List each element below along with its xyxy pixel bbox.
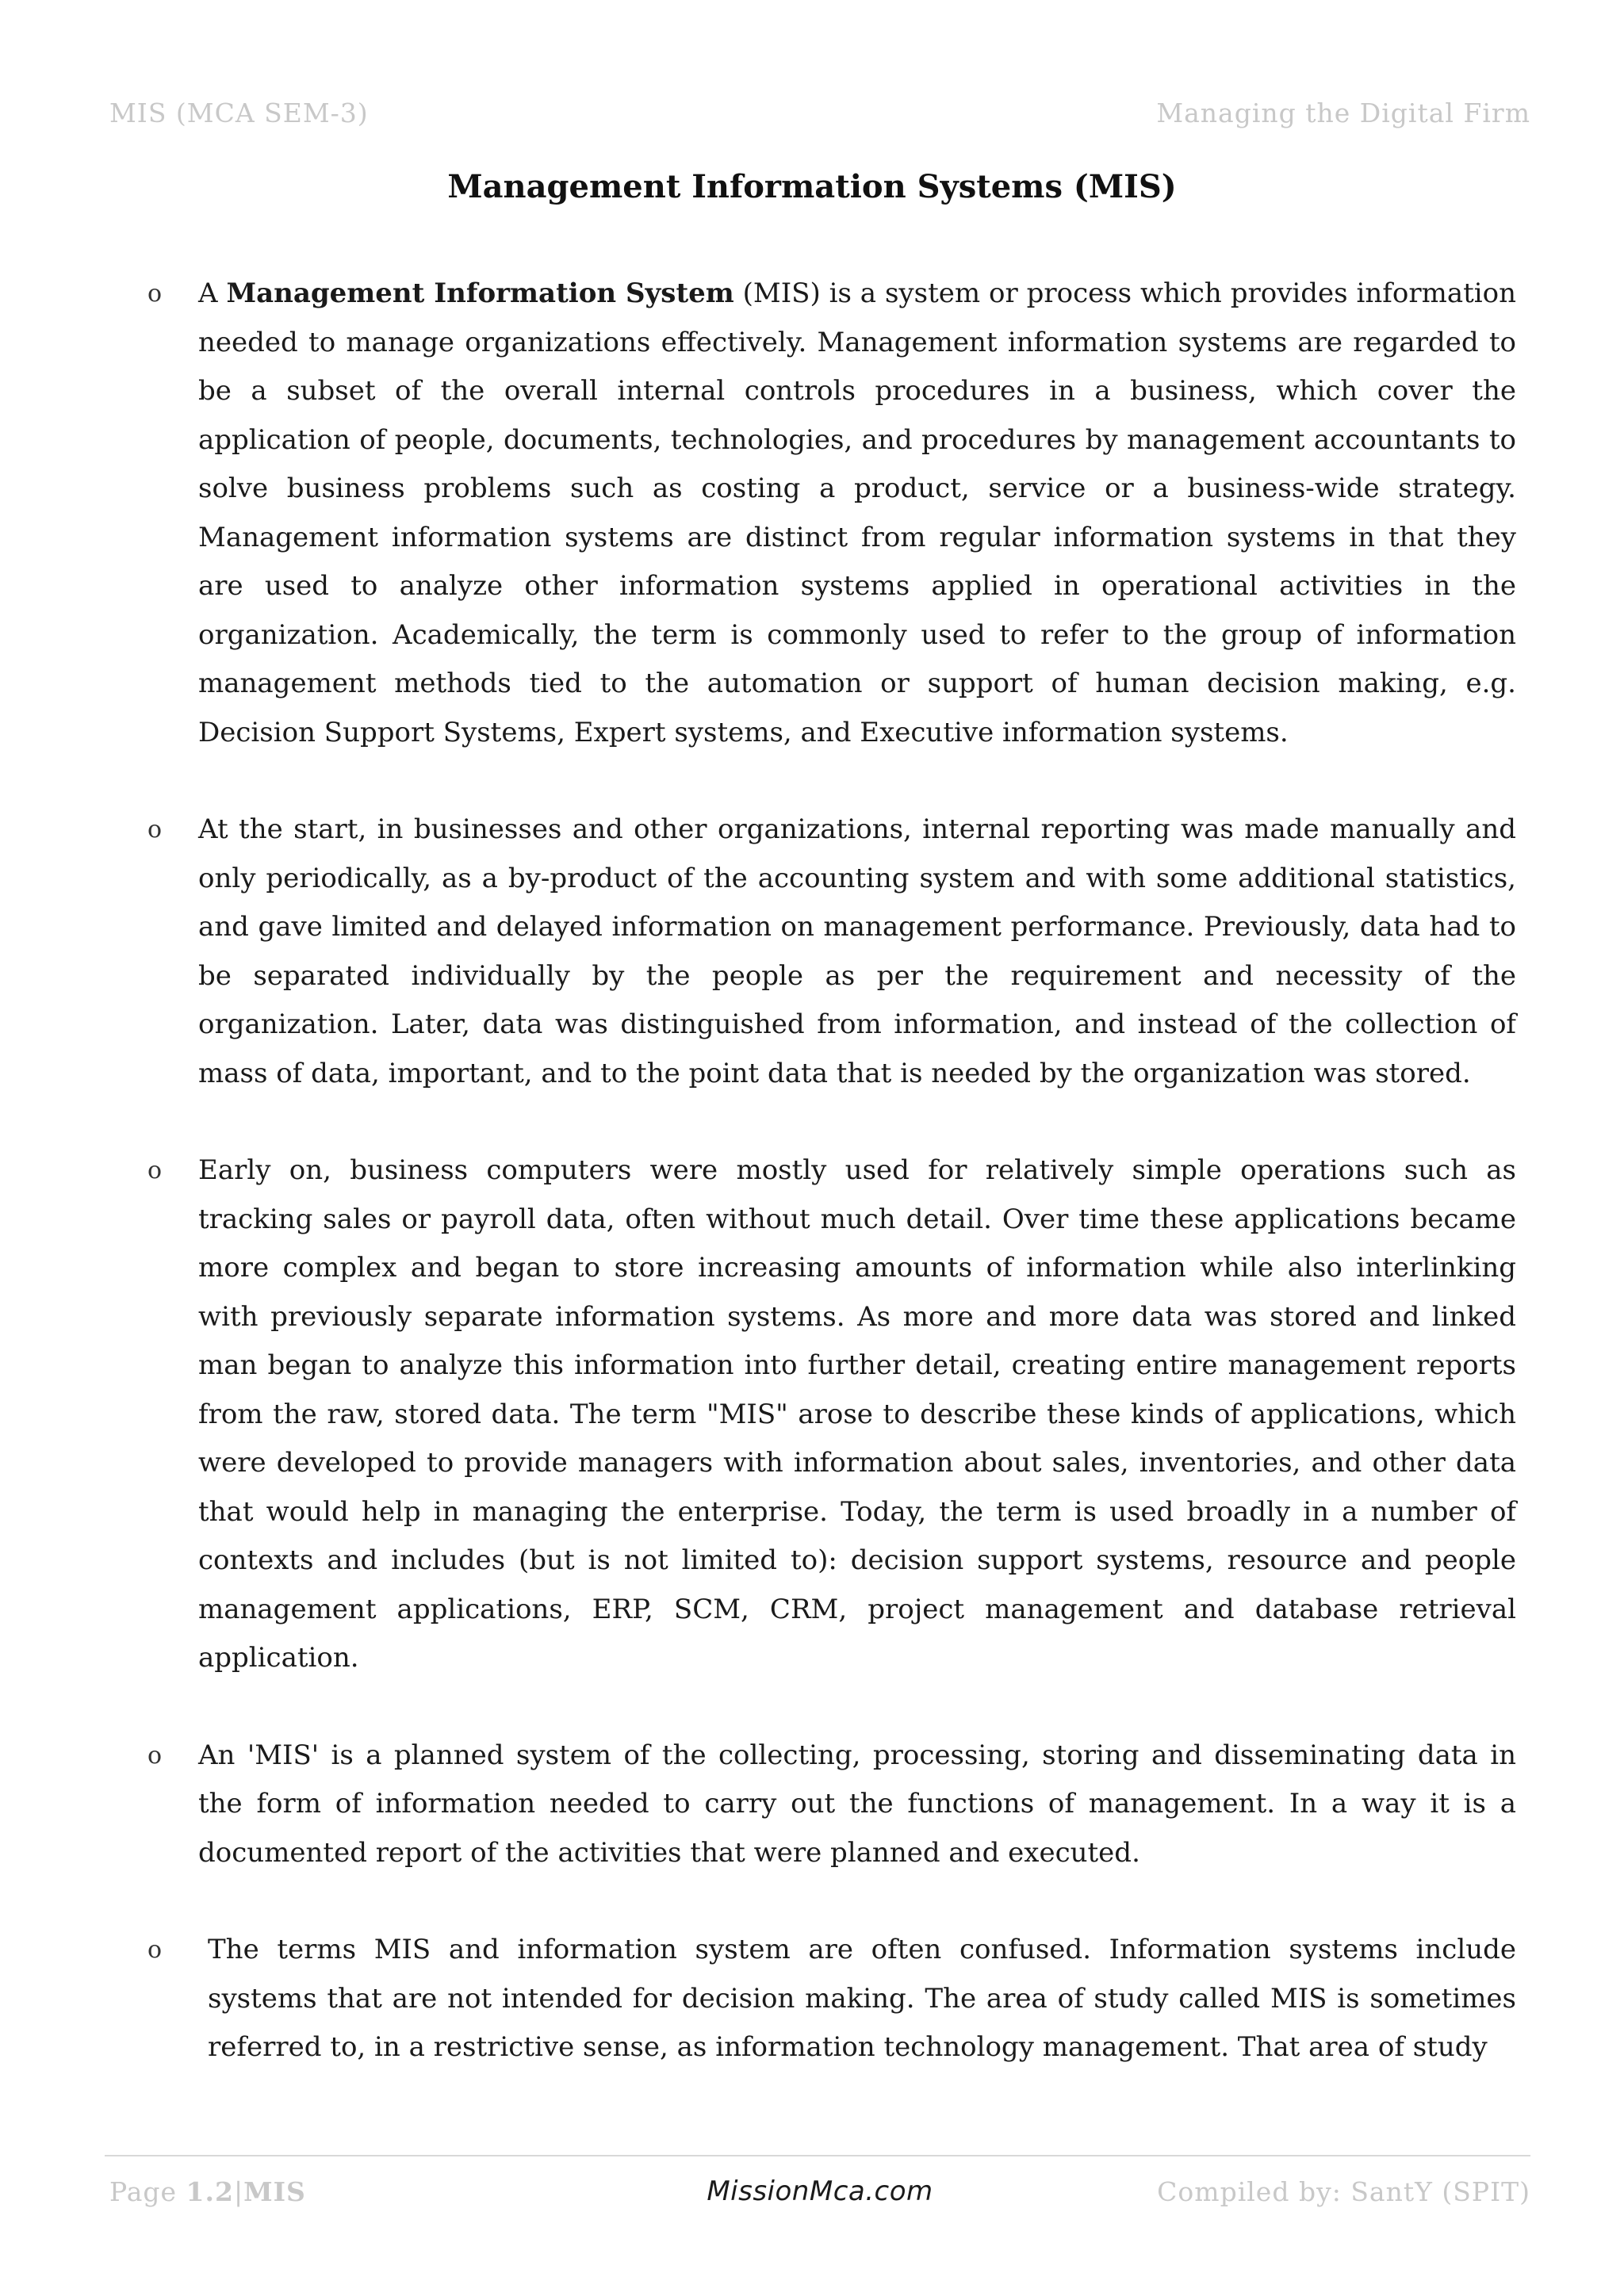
document-title: Management Information Systems (MIS) — [447, 168, 1177, 205]
list-item-text — [198, 270, 1516, 757]
list-item-text: An 'MIS' is a planned system of the collecting, processing, storing and disseminating data in the form of information needed to carry out the functions of management. In a way it is a documented report of the activities that were planned and executed. — [198, 1739, 1516, 1869]
list-item — [147, 270, 1516, 757]
footer-page-number: 1.2 — [186, 2175, 234, 2207]
list-item-text: The terms MIS and information system are often confused. Information systems include systems that are not intended for decision making. The area of study called MIS is sometimes referred to, in a restrictive sense, as information technology management. That area of study — [208, 1934, 1516, 2063]
item-body: (MIS) is a system or process which provides information needed to manage organizations effectively. Management information systems are regarded to be a subset of the overall internal controls procedures in a business, which cover the application of people, documents, technologies, and procedures by management accountants to solve business problems such as costing a product, service or a business-wide strategy. Management information systems are distinct from regular information systems in that they are used to analyze other information systems applied in operational activities in the organization. Academically, the term is commonly used to refer to the group of information management methods tied to the automation or support of human decision making, e.g. Decision Support Systems, Expert systems, and Executive information systems. — [198, 277, 1516, 748]
item-bold-term: Management Information System — [226, 277, 734, 309]
bullet-list — [147, 270, 1516, 2072]
page-header — [109, 94, 1530, 132]
bullet-marker: o — [147, 1157, 163, 1184]
footer-separator: | — [233, 2175, 244, 2207]
list-item — [147, 1732, 1516, 1878]
list-item-text: At the start, in businesses and other organizations, internal reporting was made manually and only periodically, as a by-product of the accounting system and with some additional statistics, and gave limited and delayed information on management performance. Previously, data had to be separated individually by the people as per the requirement and necessity of the organization. Later, data was distinguished from information, and instead of the collection of mass of data, important, and to the point data that is needed by the organization was stored. — [198, 813, 1516, 1089]
list-item-text: Early on, business computers were mostly used for relatively simple operations such as tracking sales or payroll data, often without much detail. Over time these applications became more complex and began to store increasing amounts of information while also interlinking with previously separate information systems. As more and more data was stored and linked man began to analyze this information into further detail, creating entire management reports from the raw, stored data. The term "MIS" arose to describe these kinds of applications, which were developed to provide managers with information about sales, inventories, and other data that would help in managing the enterprise. Today, the term is used broadly in a number of contexts and includes (but is not limited to): decision support systems, resource and people management applications, ERP, SCM, CRM, project management and database retrieval application. — [198, 1154, 1516, 1674]
header-right: Managing the Digital Firm — [1156, 97, 1530, 128]
footer-page-label: Page — [109, 2175, 186, 2207]
list-item — [147, 1926, 1516, 2072]
site-logo: MissionMca.com — [707, 2175, 933, 2207]
bullet-marker: o — [147, 816, 163, 844]
footer-compiled-by: Compiled by: SantY (SPIT) — [1157, 2175, 1530, 2207]
header-left: MIS (MCA SEM-3) — [109, 97, 369, 128]
bullet-marker: o — [147, 1936, 163, 1964]
page-footer — [109, 2169, 1530, 2214]
footer-divider — [105, 2155, 1530, 2156]
footer-subject: MIS — [243, 2175, 306, 2207]
footer-page-info — [109, 2176, 306, 2207]
list-item — [147, 1146, 1516, 1683]
bullet-marker: o — [147, 1741, 163, 1770]
item-lead: A — [198, 277, 227, 309]
list-item — [147, 806, 1516, 1098]
bullet-marker: o — [147, 280, 163, 308]
